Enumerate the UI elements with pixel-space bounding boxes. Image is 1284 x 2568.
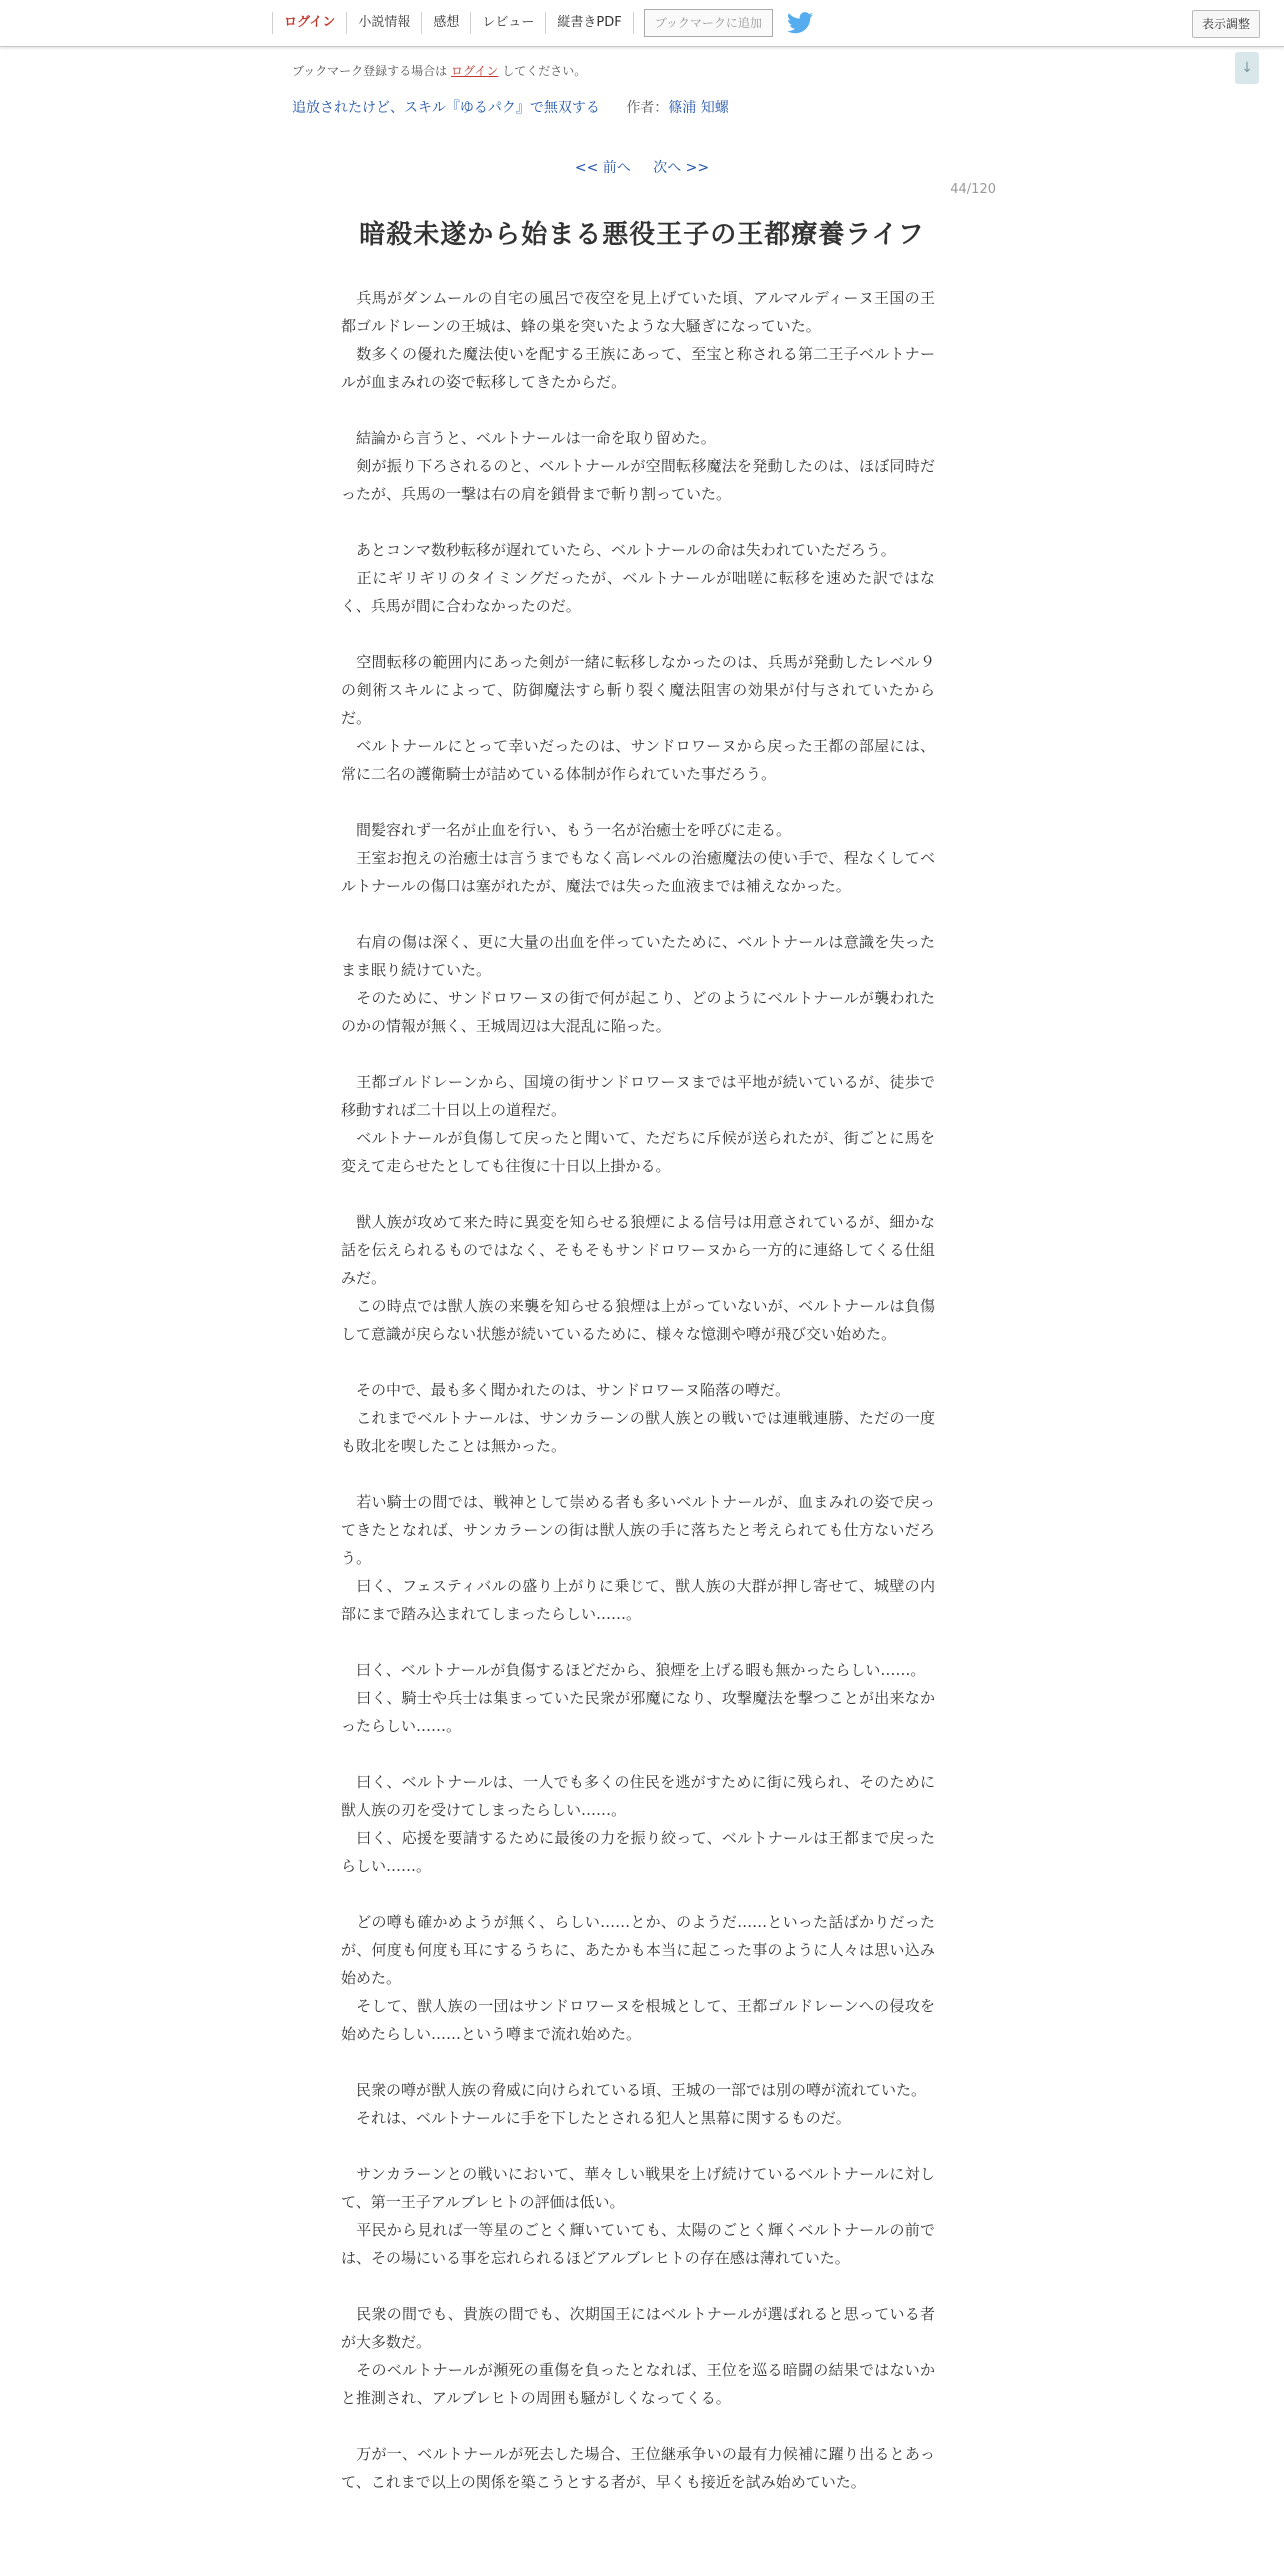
novel-paragraph: サンカラーンとの戦いにおいて、華々しい戦果を上げ続けているベルトナールに対して、第一王子アルブレヒトの評価は低い。 [341, 2165, 935, 2211]
novel-paragraph: どの噂も確かめようが無く、らしい……とか、のようだ……といった話ばかりだったが、何度も何度も耳にするうちに、あたかも本当に起こった事のように人々は思い込み始めた。 [341, 1913, 935, 1987]
nav-pdf-link[interactable]: 縦書きPDF [545, 12, 633, 34]
nav-login-link[interactable]: ログイン [272, 12, 346, 34]
blank-line [341, 1040, 935, 1068]
blank-line [341, 2272, 935, 2300]
novel-paragraph: あとコンマ数秒転移が遅れていたら、ベルトナールの命は失われていただろう。 [341, 541, 896, 559]
login-note-suffix: してください。 [502, 64, 587, 78]
blank-line [341, 1628, 935, 1656]
blank-line [341, 2048, 935, 2076]
top-navigation-bar [0, 0, 1284, 47]
blank-line [341, 1180, 935, 1208]
login-note [292, 62, 586, 79]
novel-paragraph: そのベルトナールが瀕死の重傷を負ったとなれば、王位を巡る暗闘の結果ではないかと推測され、アルブレヒトの周囲も騒がしくなってくる。 [341, 2361, 935, 2407]
blank-line [341, 1880, 935, 1908]
novel-paragraph: 曰く、騎士や兵士は集まっていた民衆が邪魔になり、攻撃魔法を撃つことが出来なかったらしい……。 [341, 1689, 935, 1735]
blank-line [341, 1460, 935, 1488]
blank-line [341, 508, 935, 536]
novel-paragraph: 獣人族が攻めて来た時に異変を知らせる狼煙による信号は用意されているが、細かな話を伝えられるものではなく、そもそもサンドロワーヌから一方的に連絡してくる仕組みだ。 [341, 1213, 935, 1287]
blank-line [341, 1740, 935, 1768]
novel-paragraph: 若い騎士の間では、戦神として崇める者も多いベルトナールが、血まみれの姿で戻ってきたとなれば、サンカラーンの街は獣人族の手に落ちたと考えられても仕方ないだろう。 [341, 1493, 935, 1567]
blank-line [341, 1348, 935, 1376]
novel-paragraph: この時点では獣人族の来襲を知らせる狼煙は上がっていないが、ベルトナールは負傷して意識が戻らない状態が続いているために、様々な憶測や噂が飛び交い始めた。 [341, 1297, 935, 1343]
blank-line [341, 2132, 935, 2160]
novel-paragraph: 王都ゴルドレーンから、国境の街サンドロワーヌまでは平地が続いているが、徒歩で移動すれば二十日以上の道程だ。 [341, 1073, 935, 1119]
novel-body [341, 284, 935, 2496]
blank-line [341, 900, 935, 928]
novel-paragraph: 曰く、ベルトナールが負傷するほどだから、狼煙を上げる暇も無かったらしい……。 [341, 1661, 926, 1679]
login-note-prefix: ブックマーク登録する場合は [292, 64, 448, 78]
chapter-counter: 44/120 [950, 182, 996, 197]
novel-paragraph: その中で、最も多く聞かれたのは、サンドロワーヌ陥落の噂だ。 [341, 1381, 790, 1399]
nav-impressions-link[interactable]: 感想 [421, 12, 470, 34]
novel-paragraph: 間髪容れず一名が止血を行い、もう一名が治癒士を呼びに走る。 [341, 821, 792, 839]
novel-paragraph: 兵馬がダンムールの自宅の風呂で夜空を見上げていた頃、アルマルディーヌ王国の王都ゴルドレーンの王城は、蜂の巣を突いたような大騒ぎになっていた。 [341, 289, 935, 335]
novel-paragraph: 剣が振り下ろされるのと、ベルトナールが空間転移魔法を発動したのは、ほぼ同時だったが、兵馬の一撃は右の肩を鎖骨まで斬り割っていた。 [341, 457, 935, 503]
novel-paragraph: これまでベルトナールは、サンカラーンの獣人族との戦いでは連戦連勝、ただの一度も敗北を喫したことは無かった。 [341, 1409, 935, 1455]
prev-chapter-link[interactable]: << 前へ [574, 160, 631, 176]
novel-paragraph: 万が一、ベルトナールが死去した場合、王位継承争いの最有力候補に躍り出るとあって、これまで以上の関係を築こうとする者が、早くも接近を試み始めていた。 [341, 2445, 935, 2491]
chapter-title: 暗殺未遂から始まる悪役王子の王都療養ライフ [359, 220, 925, 250]
nav-review-link[interactable]: レビュー [470, 12, 545, 34]
series-info [292, 97, 729, 117]
display-settings-button[interactable]: 表示調整 [1192, 10, 1260, 38]
novel-paragraph: 結論から言うと、ベルトナールは一命を取り留めた。 [341, 429, 716, 447]
novel-paragraph: 正にギリギリのタイミングだったが、ベルトナールが咄嗟に転移を速めた訳ではなく、兵馬が間に合わなかったのだ。 [341, 569, 935, 615]
author-name-link[interactable]: 篠浦 知螺 [668, 100, 729, 116]
scroll-down-arrow-icon[interactable]: ↓ [1235, 52, 1259, 84]
twitter-bird-icon[interactable] [787, 12, 813, 34]
novel-paragraph: 民衆の噂が獣人族の脅威に向けられている頃、王城の一部では別の噂が流れていた。 [341, 2081, 927, 2099]
chapter-pager [0, 157, 1284, 177]
nav-novel-info-link[interactable]: 小説情報 [346, 12, 421, 34]
blank-line [341, 620, 935, 648]
novel-paragraph: 民衆の間でも、貴族の間でも、次期国王にはベルトナールが選ばれると思っている者が大多数だ。 [341, 2305, 935, 2351]
novel-paragraph: そして、獣人族の一団はサンドロワーヌを根城として、王都ゴルドレーンへの侵攻を始めたらしい……という噂まで流れ始めた。 [341, 1997, 935, 2043]
novel-paragraph: 空間転移の範囲内にあった剣が一緒に転移しなかったのは、兵馬が発動したレベル９の剣術スキルによって、防御魔法すら斬り裂く魔法阻害の効果が付与されていたからだ。 [341, 653, 935, 727]
novel-paragraph: 右肩の傷は深く、更に大量の出血を伴っていたために、ベルトナールは意識を失ったまま眠り続けていた。 [341, 933, 935, 979]
series-title-link[interactable]: 追放されたけど、スキル『ゆるパク』で無双する [292, 100, 600, 116]
login-note-link[interactable]: ログイン [451, 64, 499, 78]
novel-paragraph: 曰く、フェスティバルの盛り上がりに乗じて、獣人族の大群が押し寄せて、城壁の内部にまで踏み込まれてしまったらしい……。 [341, 1577, 935, 1623]
novel-paragraph: ベルトナールにとって幸いだったのは、サンドロワーヌから戻った王都の部屋には、常に二名の護衛騎士が詰めている体制が作られていた事だろう。 [341, 737, 935, 783]
bookmark-add-button[interactable]: ブックマークに追加 [644, 9, 773, 37]
novel-paragraph: 曰く、応援を要請するために最後の力を振り絞って、ベルトナールは王都まで戻ったらしい……。 [341, 1829, 935, 1875]
blank-line [341, 396, 935, 424]
author-label: 作者： [626, 100, 669, 116]
novel-paragraph: 平民から見れば一等星のごとく輝いていても、太陽のごとく輝くベルトナールの前では、その場にいる事を忘れられるほどアルブレヒトの存在感は薄れていた。 [341, 2221, 935, 2267]
novel-paragraph: 王室お抱えの治癒士は言うまでもなく高レベルの治癒魔法の使い手で、程なくしてベルトナールの傷口は塞がれたが、魔法では失った血液までは補えなかった。 [341, 849, 935, 895]
novel-paragraph: 曰く、ベルトナールは、一人でも多くの住民を逃がすために街に残られ、そのために獣人族の刃を受けてしまったらしい……。 [341, 1773, 935, 1819]
novel-paragraph: ベルトナールが負傷して戻ったと聞いて、ただちに斥候が送られたが、街ごとに馬を変えて走らせたとしても往復に十日以上掛かる。 [341, 1129, 935, 1175]
novel-paragraph: そのために、サンドロワーヌの街で何が起こり、どのようにベルトナールが襲われたのかの情報が無く、王城周辺は大混乱に陥った。 [341, 989, 935, 1035]
blank-line [341, 788, 935, 816]
blank-line [341, 2412, 935, 2440]
nav-menu [272, 0, 813, 46]
novel-paragraph: 数多くの優れた魔法使いを配する王族にあって、至宝と称される第二王子ベルトナールが血まみれの姿で転移してきたからだ。 [341, 345, 935, 391]
novel-paragraph: それは、ベルトナールに手を下したとされる犯人と黒幕に関するものだ。 [341, 2109, 851, 2127]
next-chapter-link[interactable]: 次へ >> [653, 160, 710, 176]
